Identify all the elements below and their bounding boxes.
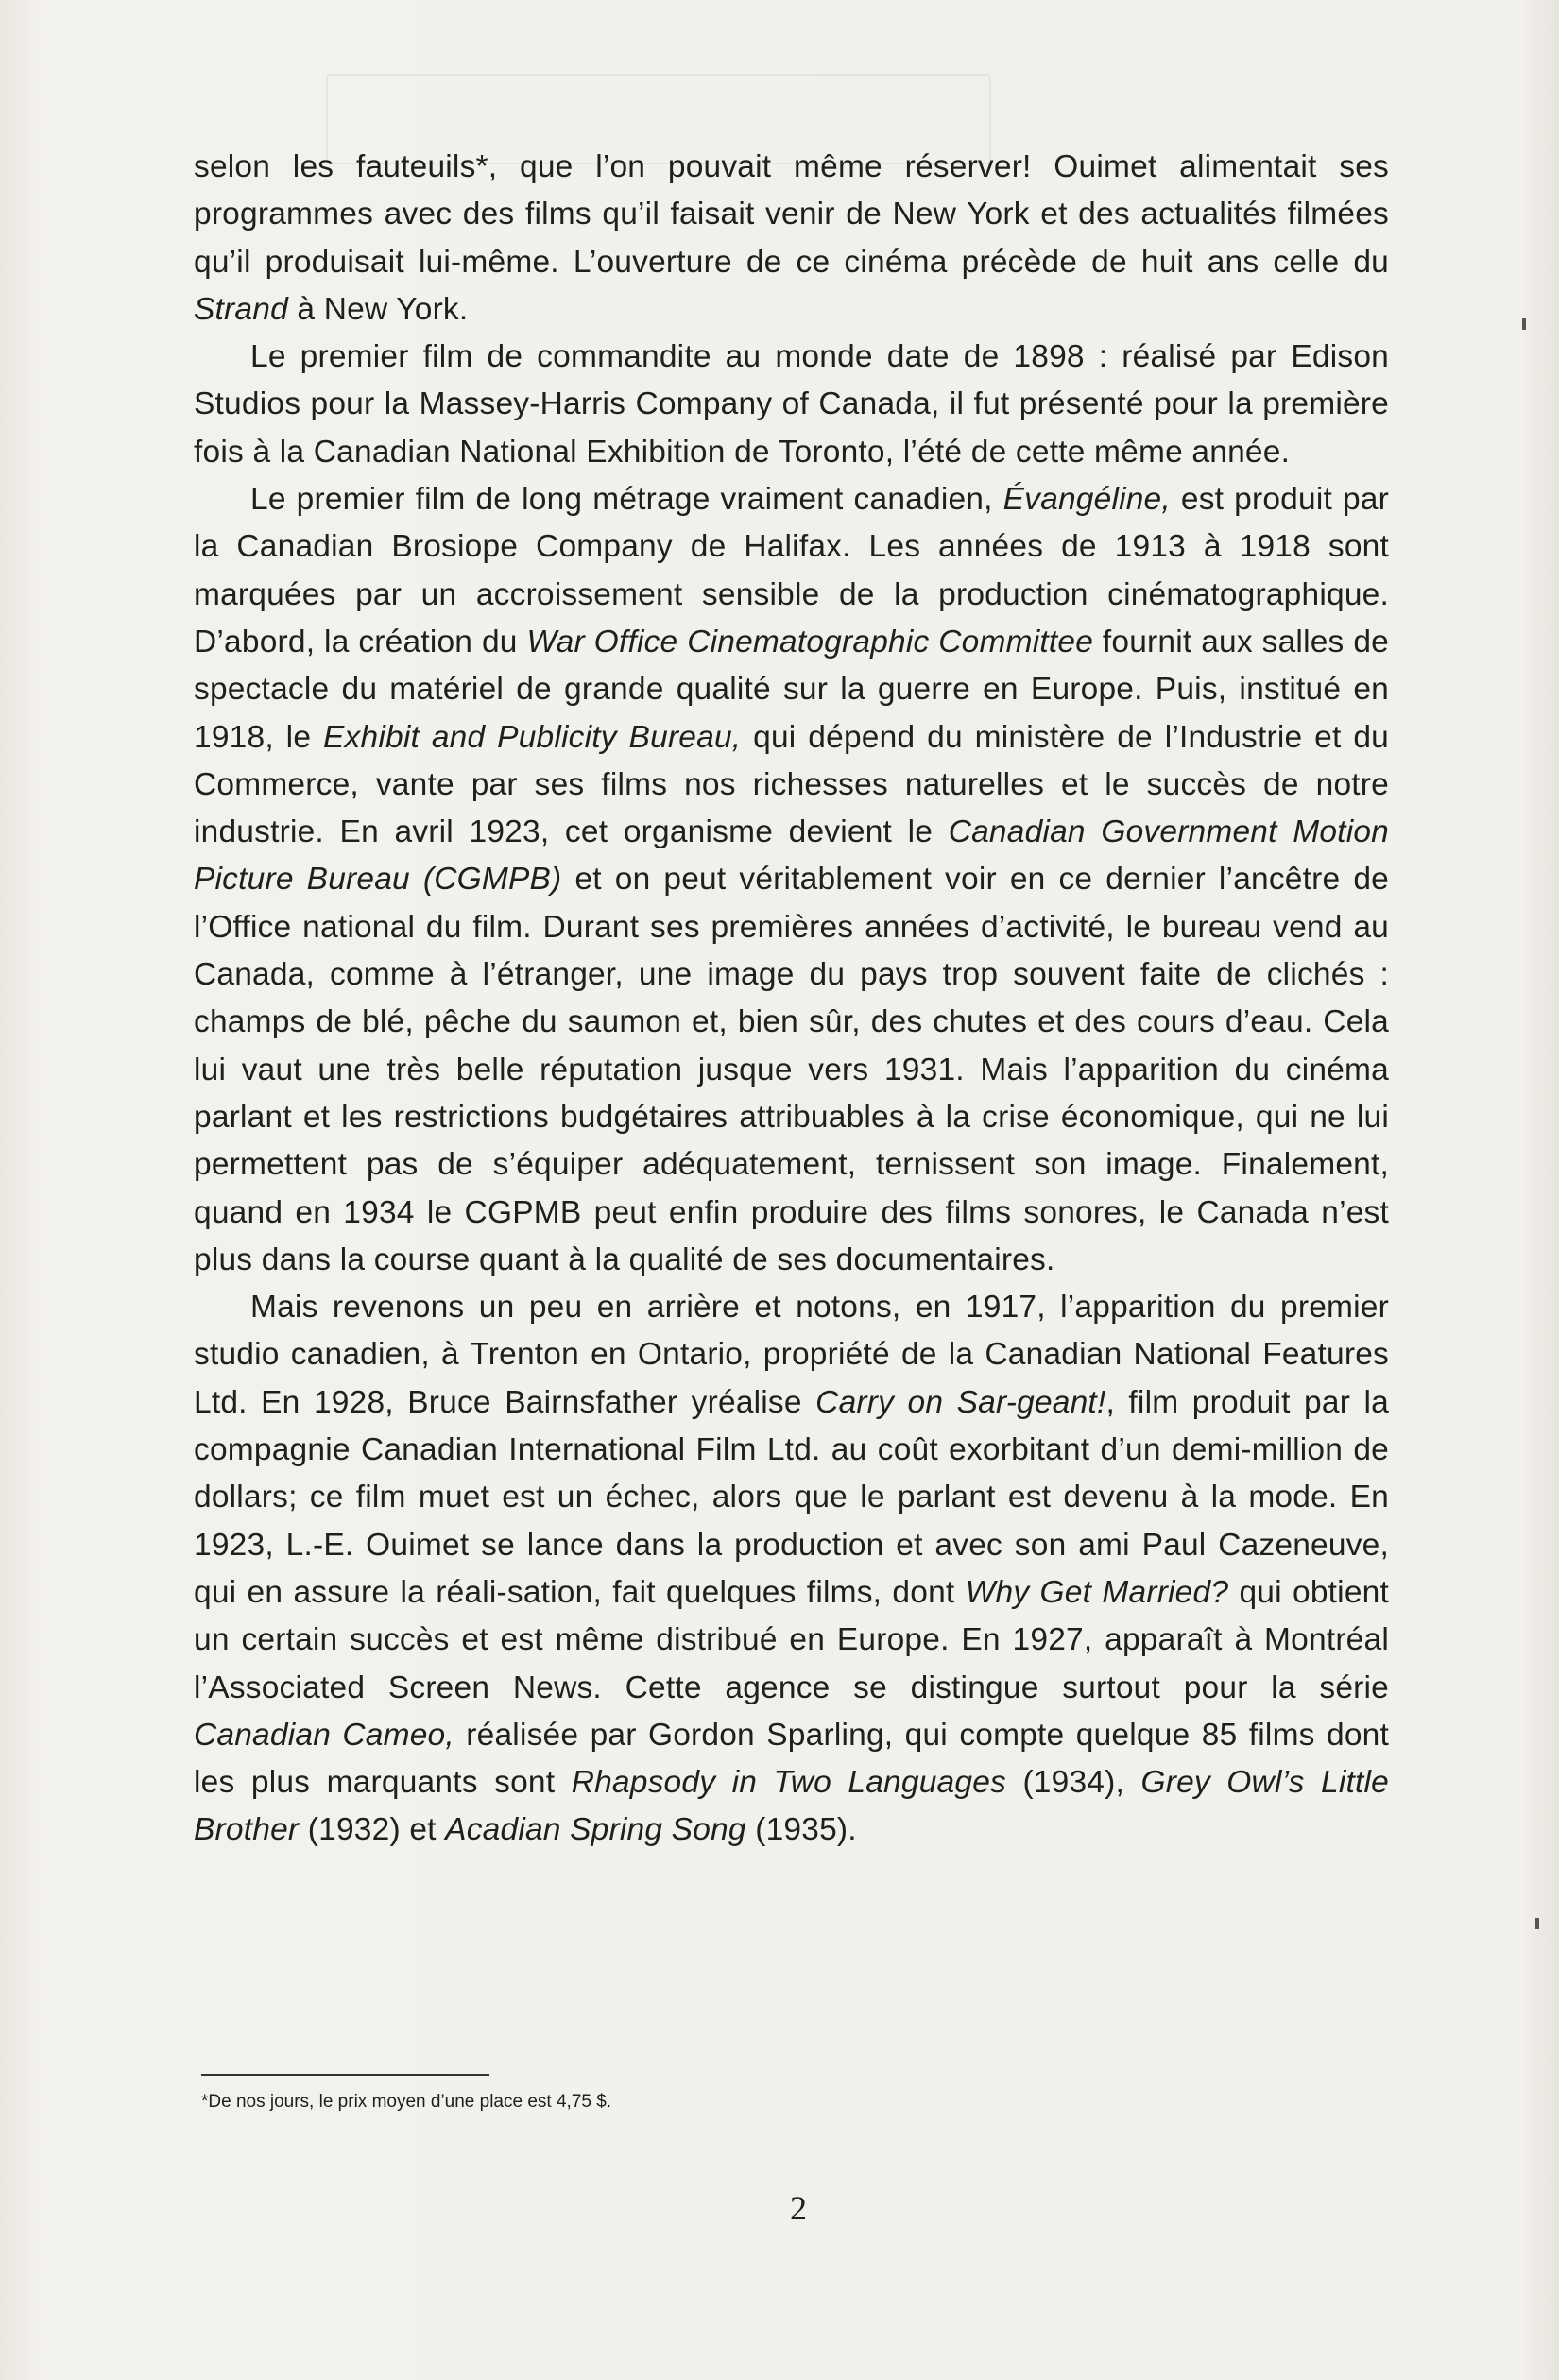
italic-title: Strand [194, 291, 288, 327]
paragraph [194, 476, 1389, 1284]
text-run: Le premier film de commandite au monde date de 1898 : réalisé par Edison Studios pour la Massey-Harris Company of Canada, il fut présenté pour la première fois à la Canadian National Exhibition de Toronto, l’été de cette même année. [194, 339, 1389, 470]
italic-title: Canadian Government Motion Picture Bureau (CGMPB) [194, 814, 1389, 898]
text-run: réalisée par Gordon Sparling, qui compte quelque 85 films dont les plus marquants sont [194, 1717, 1390, 1801]
text-run: , film produit par la compagnie Canadian International Film Ltd. au coût exorbitant d’un demi-million de dollars; ce film muet est un échec, alors que le parlant est devenu à la mode. En 1923, L.-E. Ouimet se lance dans la production et avec son ami Paul Cazeneuve, qui en assure la réali-sation, fait quelques films, dont [194, 1384, 1389, 1610]
italic-title: Rhapsody in Two Languages [571, 1765, 1006, 1801]
text-run: Mais revenons un peu en arrière et notons, en 1917, l’apparition du premier studio canadien, à Trenton en Ontario, propriété de la Canadian National Features Ltd. En 1928, Bruce Bairnsfather yréalise [194, 1290, 1389, 1420]
italic-title: Grey Owl’s Little Brother [194, 1765, 1389, 1848]
text-run: (1932) et [299, 1812, 446, 1848]
italic-title: War Office Cinematographic Committee [526, 624, 1094, 659]
italic-title: Carry on Sar-geant! [815, 1384, 1106, 1420]
text-run: (1934), [1006, 1765, 1141, 1801]
italic-title: Why Get Married? [965, 1574, 1229, 1610]
text-run: à New York. [287, 291, 469, 327]
edge-mark [1535, 1918, 1539, 1929]
paragraph [194, 334, 1389, 476]
text-run: est produit par la Canadian Brosiope Company de Halifax. Les années de 1913 à 1918 sont marquées par un accroissement sensible de la production cinématographique. D’abord, la création du [194, 482, 1389, 659]
text-run: et on peut véritablement voir en ce dernier l’ancêtre de l’Office national du film. Durant ses premières années d’activité, le bureau vend au Canada, comme à l’étranger, une image du pays trop souvent faite de clichés : champs de blé, pêche du saumon et, bien sûr, des chutes et des cours d’eau. Cela lui vaut une très belle réputation jusque vers 1931. Mais l’apparition du cinéma parlant et les restrictions budgétaires attribuables à la crise économique, qui ne lui permettent pas de s’équiper adéquatement, ternissent son image. Finalement, quand en 1934 le CGPMB peut enfin produire des films sonores, le Canada n’est plus dans la course quant à la qualité de ses documentaires. [194, 862, 1389, 1277]
italic-title: Exhibit and Publicity Bureau, [323, 719, 742, 755]
footnote-divider [201, 2074, 489, 2076]
text-run: qui obtient un certain succès et est même distribué en Europe. En 1927, apparaît à Montréal l’Associated Screen News. Cette agence se distingue surtout pour la série [194, 1574, 1389, 1705]
page-number: 2 [790, 2189, 807, 2227]
text-run: (1935). [745, 1812, 857, 1848]
text-run: qui dépend du ministère de l’Industrie et du Commerce, vante par ses films nos richesses naturelles et le succès de notre industrie. En avril 1923, cet organisme devient le [194, 719, 1389, 850]
paragraph [194, 144, 1389, 334]
footnote: *De nos jours, le prix moyen d’une place est 4,75 $. [201, 2092, 612, 2112]
edge-mark [1522, 318, 1526, 330]
body-text [194, 144, 1389, 1855]
italic-title: Évangéline, [1002, 482, 1171, 518]
paragraph [194, 1284, 1389, 1855]
text-run: selon les fauteuils*, que l’on pouvait même réserver! Ouimet alimentait ses programmes avec des films qu’il faisait venir de New York et des actualités filmées qu’il produisait lui-même. L’ouverture de ce cinéma précède de huit ans celle du [194, 149, 1389, 280]
italic-title: Acadian Spring Song [445, 1812, 746, 1848]
italic-title: Canadian Cameo, [194, 1717, 454, 1753]
text-run: fournit aux salles de spectacle du matériel de grande qualité sur la guerre en Europe. Puis, institué en 1918, le [194, 624, 1389, 755]
text-run: Le premier film de long métrage vraiment canadien, [250, 482, 1003, 518]
